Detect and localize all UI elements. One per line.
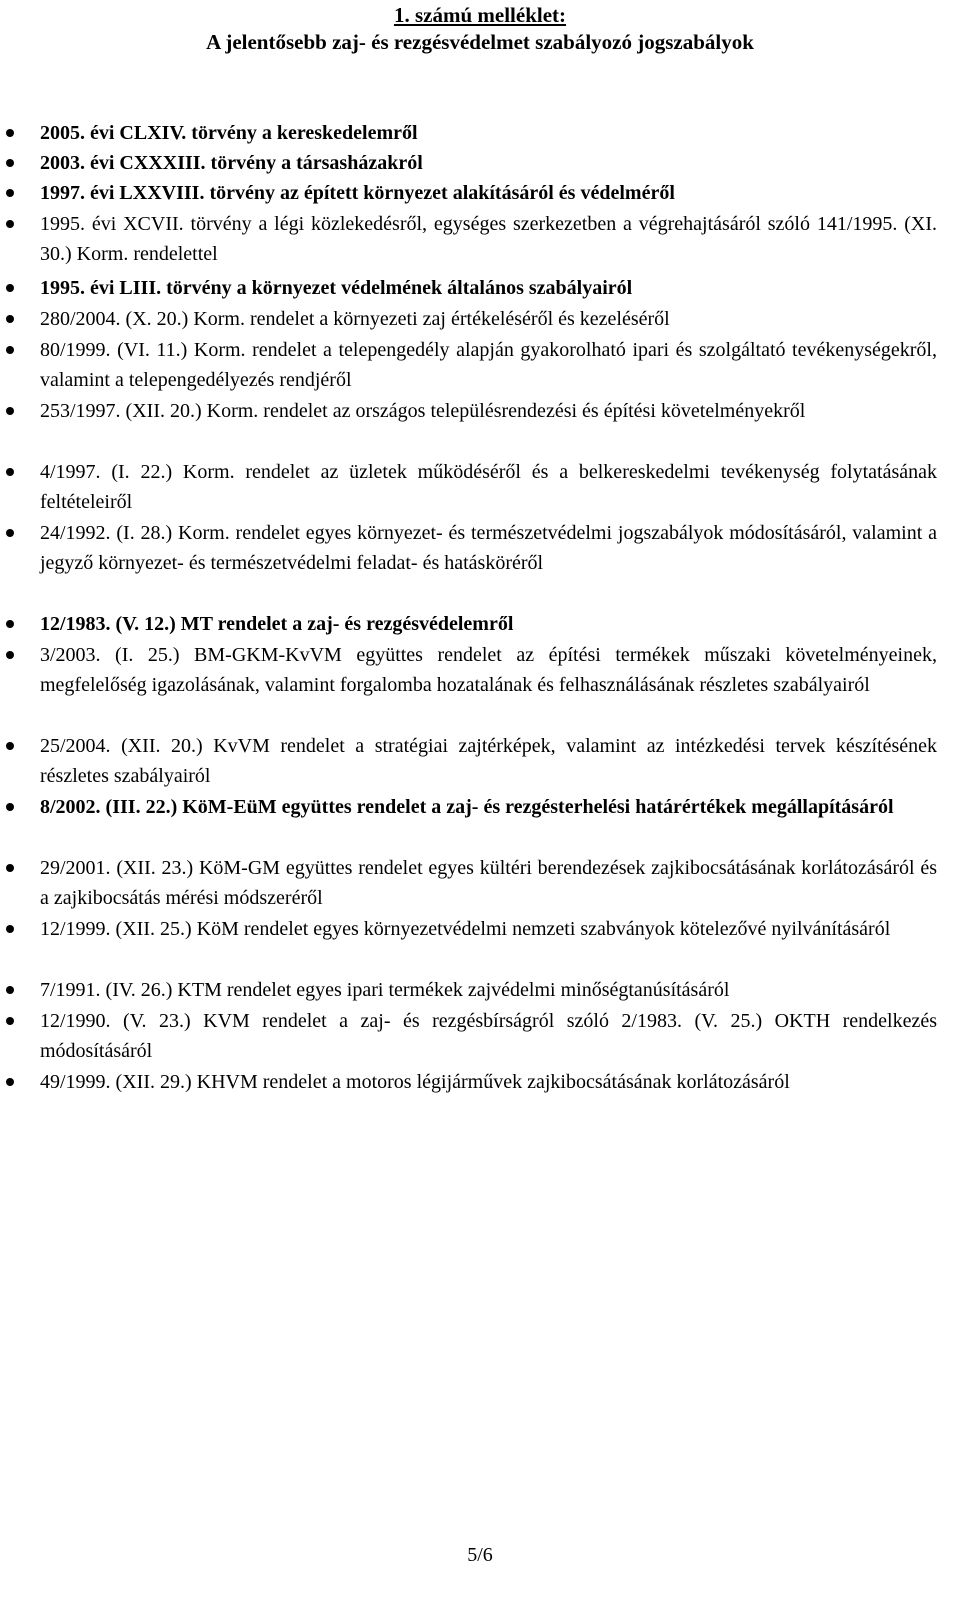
list-item-text: 3/2003. (I. 25.) BM-GKM-KvVM együttes rendelet az építési termékek műszaki követelményeinek, megfelelőség igazolásának, valamint forgalomba hozatalának és felhasználásának részletes szabályairól (40, 644, 937, 696)
annex-title: 1. számú melléklet: (393, 3, 567, 27)
bullet-icon (6, 189, 14, 197)
list-item-text: 25/2004. (XII. 20.) KvVM rendelet a stratégiai zajtérképek, valamint az intézkedési tervek készítésének részletes szabályairól (40, 735, 937, 787)
list-item (0, 609, 960, 639)
list-item (0, 457, 960, 517)
bullet-icon (6, 1078, 14, 1086)
list-item (0, 518, 960, 608)
list-item-text: 1995. évi LIII. törvény a környezet védelmének általános szabályairól (40, 277, 633, 299)
bullet-icon (6, 129, 14, 137)
list-item (0, 209, 960, 269)
list-item (0, 118, 960, 148)
list-item (0, 640, 960, 730)
bullet-icon (6, 620, 14, 628)
list-item-text: 4/1997. (I. 22.) Korm. rendelet az üzletek működéséről és a belkereskedelmi tevékenység folytatásának feltételeiről (40, 461, 937, 513)
bullet-icon (6, 803, 14, 811)
list-item-text: 1995. évi XCVII. törvény a légi közlekedésről, egységes szerkezetben a végrehajtásáról szóló 141/1995. (XI. 30.) Korm. rendelettel (40, 213, 937, 265)
list-item-text: 1997. évi LXXVIII. törvény az épített környezet alakításáról és védelméről (40, 182, 675, 204)
list-item-text: 24/1992. (I. 28.) Korm. rendelet egyes környezet- és természetvédelmi jogszabályok módosításáról, valamint a jegyző környezet- és természetvédelmi feladat- és hatásköréről (40, 522, 937, 574)
list-item (0, 273, 960, 303)
list-item (0, 853, 960, 913)
list-item (0, 148, 960, 178)
list-item (0, 792, 960, 852)
list-item-text: 2003. évi CXXXIII. törvény a társasházakról (40, 152, 423, 174)
bullet-icon (6, 315, 14, 323)
bullet-icon (6, 284, 14, 292)
list-item-text: 12/1999. (XII. 25.) KöM rendelet egyes környezetvédelmi nemzeti szabványok kötelezővé nyilvánításáról (40, 918, 891, 940)
list-item (0, 1006, 960, 1066)
bullet-icon (6, 159, 14, 167)
list-item-text: 12/1990. (V. 23.) KVM rendelet a zaj- és rezgésbírságról szóló 2/1983. (V. 25.) OKTH rendelkezés módosításáról (40, 1010, 937, 1062)
bullet-icon (6, 651, 14, 659)
bullet-icon (6, 529, 14, 537)
list-item-text: 2005. évi CLXIV. törvény a kereskedelemről (40, 122, 418, 144)
list-item (0, 178, 960, 208)
list-item-text: 280/2004. (X. 20.) Korm. rendelet a környezeti zaj értékeléséről és kezeléséről (40, 308, 670, 330)
bullet-icon (6, 742, 14, 750)
list-item (0, 1067, 960, 1127)
list-item (0, 914, 960, 974)
list-item-text: 253/1997. (XII. 20.) Korm. rendelet az országos településrendezési és építési követelményekről (40, 400, 806, 422)
list-item-text: 8/2002. (III. 22.) KöM-EüM együttes rendelet a zaj- és rezgésterhelési határértékek megállapításáról (40, 796, 894, 818)
list-item (0, 731, 960, 791)
bullet-icon (6, 864, 14, 872)
document-title: A jelentősebb zaj- és rezgésvédelmet szabályozó jogszabályok (206, 30, 754, 54)
list-item-text: 12/1983. (V. 12.) MT rendelet a zaj- és rezgésvédelemről (40, 613, 514, 635)
bullet-icon (6, 468, 14, 476)
list-item-text: 29/2001. (XII. 23.) KöM-GM együttes rendelet egyes kültéri berendezések zajkibocsátásának korlátozásáról és a zajkibocsátás mérési módszeréről (40, 857, 937, 909)
bullet-icon (6, 346, 14, 354)
bullet-icon (6, 986, 14, 994)
bullet-icon (6, 220, 14, 228)
bullet-icon (6, 407, 14, 415)
bullet-icon (6, 1017, 14, 1025)
list-item-text: 80/1999. (VI. 11.) Korm. rendelet a telepengedély alapján gyakorolható ipari és szolgáltató tevékenységekről, valamint a telepengedélyezés rendjéről (40, 339, 937, 391)
list-item (0, 304, 960, 334)
list-item (0, 396, 960, 456)
list-item-text: 49/1999. (XII. 29.) KHVM rendelet a motoros légijárművek zajkibocsátásának korlátozásáról (40, 1071, 790, 1093)
list-item (0, 335, 960, 395)
bullet-icon (6, 925, 14, 933)
list-item-text: 7/1991. (IV. 26.) KTM rendelet egyes ipari termékek zajvédelmi minőségtanúsításáról (40, 979, 730, 1001)
list-item (0, 975, 960, 1005)
page-number: 5/6 (467, 1544, 493, 1566)
